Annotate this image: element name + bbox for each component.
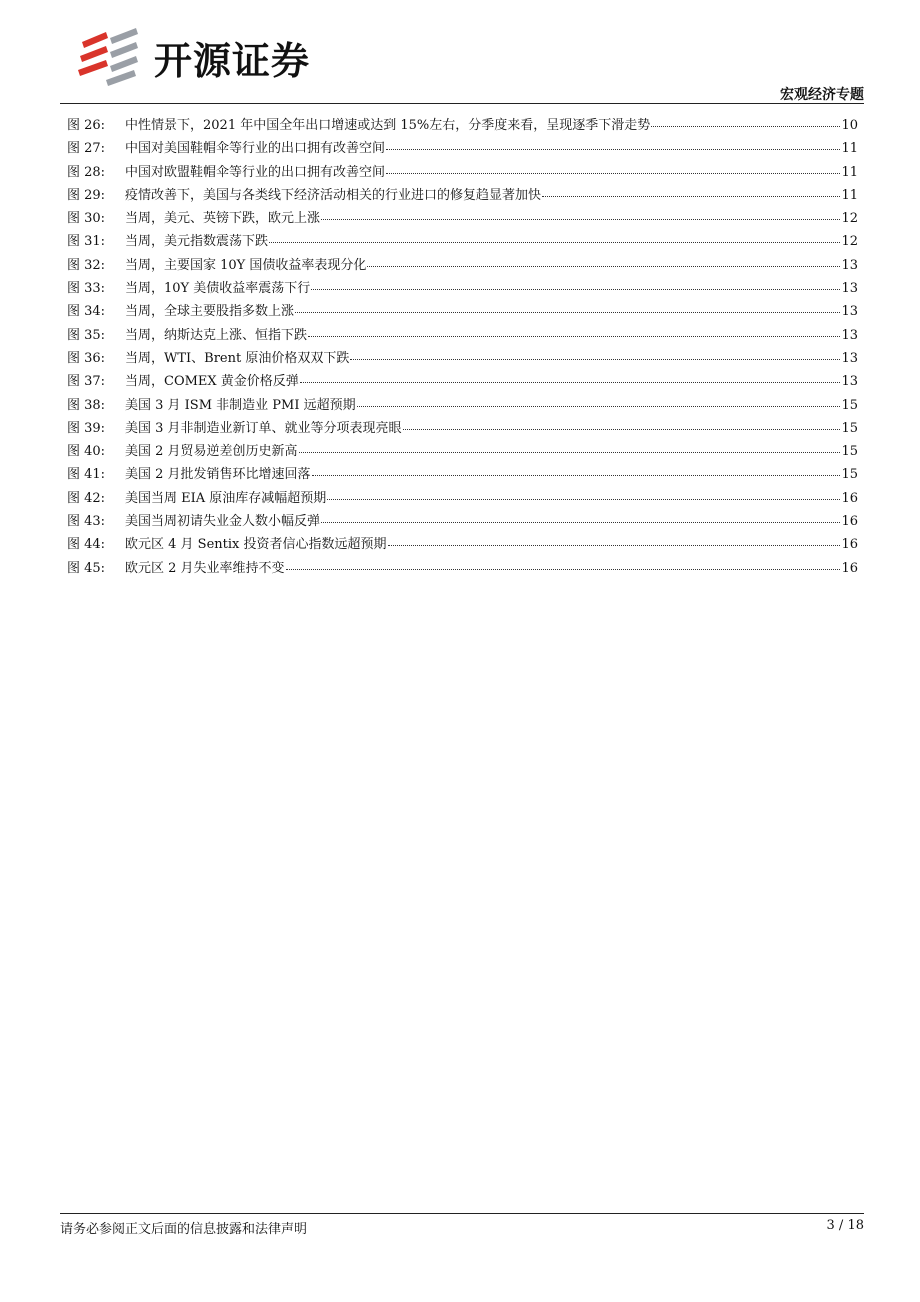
toc-figure-number: 图 34: — [67, 304, 106, 320]
company-logo-icon — [76, 28, 142, 86]
toc-dot-leader — [388, 545, 841, 546]
toc-figure-title: 当周，美元指数震荡下跌 — [125, 234, 269, 250]
toc-entry[interactable] — [67, 394, 858, 417]
toc-page-number: 15 — [841, 420, 858, 436]
toc-dot-leader — [321, 522, 840, 523]
toc-dot-leader — [321, 219, 840, 220]
toc-page-number: 13 — [841, 374, 858, 390]
figure-list — [67, 114, 858, 580]
toc-dot-leader — [542, 196, 840, 197]
toc-dot-leader — [295, 312, 840, 313]
toc-entry[interactable] — [67, 230, 858, 253]
footer-divider — [60, 1213, 864, 1214]
toc-page-number: 15 — [841, 397, 858, 413]
toc-page-number: 13 — [841, 281, 858, 297]
toc-entry[interactable] — [67, 557, 858, 580]
toc-figure-number: 图 42: — [67, 490, 106, 506]
toc-figure-title: 美国 3 月非制造业新订单、就业等分项表现亮眼 — [125, 420, 402, 436]
toc-dot-leader — [312, 475, 841, 476]
toc-page-number: 16 — [841, 490, 858, 506]
toc-figure-title: 中国对欧盟鞋帽伞等行业的出口拥有改善空间 — [125, 164, 386, 180]
toc-entry[interactable] — [67, 510, 858, 533]
toc-figure-title: 中性情景下，2021 年中国全年出口增速或达到 15%左右，分季度来看，呈现逐季下滑走势 — [125, 118, 651, 133]
toc-figure-number: 图 41: — [67, 467, 106, 483]
toc-page-number: 13 — [841, 257, 858, 273]
toc-entry[interactable] — [67, 300, 858, 323]
header-divider — [60, 103, 864, 104]
page-number: 3 / 18 — [826, 1218, 864, 1233]
toc-entry[interactable] — [67, 207, 858, 230]
toc-figure-number: 图 30: — [67, 211, 106, 227]
toc-figure-number: 图 36: — [67, 350, 106, 366]
toc-page-number: 16 — [841, 537, 858, 553]
toc-dot-leader — [311, 289, 840, 290]
toc-figure-title: 中国对美国鞋帽伞等行业的出口拥有改善空间 — [125, 141, 386, 157]
footer-disclaimer: 请务必参阅正文后面的信息披露和法律声明 — [60, 1222, 308, 1237]
toc-entry[interactable] — [67, 440, 858, 463]
toc-entry[interactable] — [67, 277, 858, 300]
toc-dot-leader — [357, 406, 841, 407]
toc-figure-number: 图 40: — [67, 444, 106, 460]
page-header — [60, 22, 864, 104]
toc-page-number: 16 — [841, 514, 858, 530]
toc-entry[interactable] — [67, 463, 858, 486]
toc-dot-leader — [327, 499, 840, 500]
toc-figure-title: 美国当周 EIA 原油库存减幅超预期 — [125, 490, 327, 506]
logo — [76, 28, 310, 86]
toc-figure-number: 图 28: — [67, 164, 106, 180]
toc-dot-leader — [367, 266, 840, 267]
toc-page-number: 11 — [841, 141, 858, 157]
toc-entry[interactable] — [67, 324, 858, 347]
toc-figure-number: 图 31: — [67, 234, 106, 250]
toc-figure-title: 疫情改善下，美国与各类线下经济活动相关的行业进口的修复趋显著加快 — [125, 187, 542, 203]
toc-figure-number: 图 37: — [67, 374, 106, 390]
toc-entry[interactable] — [67, 370, 858, 393]
toc-figure-number: 图 32: — [67, 257, 106, 273]
toc-figure-title: 美国 3 月 ISM 非制造业 PMI 远超预期 — [125, 397, 356, 413]
toc-figure-title: 美国 2 月批发销售环比增速回落 — [125, 467, 311, 483]
toc-figure-title: 当周，10Y 美债收益率震荡下行 — [125, 281, 311, 297]
toc-figure-title: 欧元区 2 月失业率维持不变 — [125, 560, 285, 576]
toc-figure-title: 美国当周初请失业金人数小幅反弹 — [125, 514, 321, 530]
toc-page-number: 13 — [841, 327, 858, 343]
toc-page-number: 12 — [841, 211, 858, 227]
toc-entry[interactable] — [67, 533, 858, 556]
report-type: 宏观经济专题 — [780, 87, 864, 103]
toc-figure-title: 当周，全球主要股指多数上涨 — [125, 304, 295, 320]
toc-page-number: 12 — [841, 234, 858, 250]
toc-figure-number: 图 43: — [67, 514, 106, 530]
toc-figure-title: 当周，主要国家 10Y 国债收益率表现分化 — [125, 257, 367, 273]
toc-entry[interactable] — [67, 184, 858, 207]
toc-figure-title: 当周，WTI、Brent 原油价格双双下跌 — [125, 350, 350, 366]
toc-figure-number: 图 33: — [67, 281, 106, 297]
toc-figure-number: 图 35: — [67, 327, 106, 343]
toc-dot-leader — [300, 382, 841, 383]
toc-dot-leader — [286, 569, 841, 570]
toc-page-number: 15 — [841, 444, 858, 460]
toc-dot-leader — [269, 242, 840, 243]
toc-page-number: 11 — [841, 164, 858, 180]
toc-entry[interactable] — [67, 137, 858, 160]
toc-entry[interactable] — [67, 347, 858, 370]
toc-entry[interactable] — [67, 487, 858, 510]
toc-figure-number: 图 44: — [67, 537, 106, 553]
toc-page-number: 13 — [841, 304, 858, 320]
toc-dot-leader — [308, 336, 840, 337]
brand-name: 开源证券 — [154, 38, 311, 83]
toc-entry[interactable] — [67, 114, 858, 137]
toc-page-number: 15 — [841, 467, 858, 483]
toc-figure-number: 图 39: — [67, 420, 106, 436]
toc-dot-leader — [651, 126, 840, 127]
toc-entry[interactable] — [67, 254, 858, 277]
toc-page-number: 13 — [841, 350, 858, 366]
toc-figure-number: 图 45: — [67, 560, 106, 576]
toc-figure-title: 欧元区 4 月 Sentix 投资者信心指数远超预期 — [125, 537, 387, 553]
toc-dot-leader — [386, 173, 840, 174]
toc-entry[interactable] — [67, 161, 858, 184]
toc-dot-leader — [299, 452, 841, 453]
toc-dot-leader — [403, 429, 841, 430]
toc-figure-title: 当周，COMEX 黄金价格反弹 — [125, 374, 299, 390]
toc-figure-number: 图 38: — [67, 397, 106, 413]
toc-page-number: 11 — [841, 187, 858, 203]
toc-figure-title: 美国 2 月贸易逆差创历史新高 — [125, 444, 298, 460]
toc-page-number: 16 — [841, 560, 858, 576]
toc-figure-title: 当周，纳斯达克上涨、恒指下跌 — [125, 327, 308, 343]
toc-figure-number: 图 26: — [67, 118, 106, 133]
toc-figure-title: 当周，美元、英镑下跌，欧元上涨 — [125, 211, 321, 227]
toc-dot-leader — [350, 359, 840, 360]
toc-dot-leader — [386, 149, 840, 150]
toc-figure-number: 图 29: — [67, 187, 106, 203]
toc-figure-number: 图 27: — [67, 141, 106, 157]
toc-entry[interactable] — [67, 417, 858, 440]
toc-page-number: 10 — [841, 118, 858, 133]
